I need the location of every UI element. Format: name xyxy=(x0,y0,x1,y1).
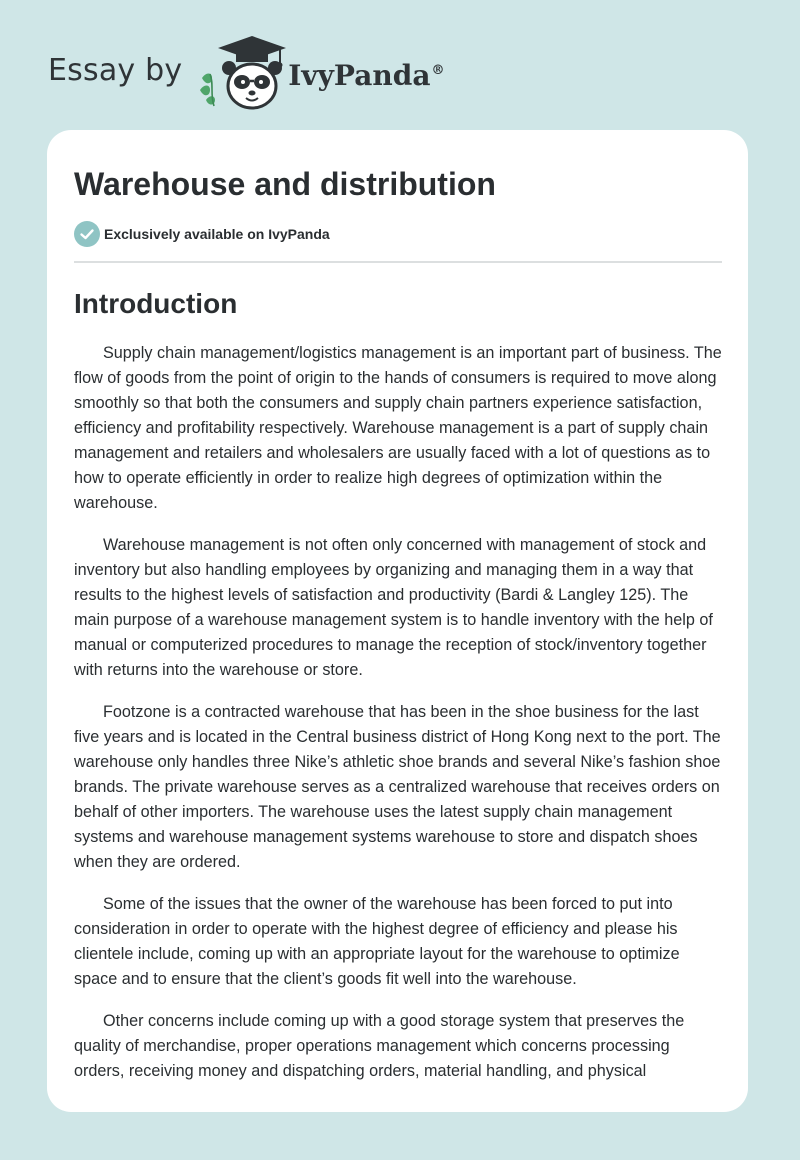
brand-name[interactable] xyxy=(288,59,444,92)
section-heading: Introduction xyxy=(74,288,238,319)
divider xyxy=(74,261,722,263)
page-title: Warehouse and distribution xyxy=(74,166,496,202)
brand-header xyxy=(48,34,444,114)
paragraph: Footzone is a contracted warehouse that has been in the shoe business for the last five years and is located in the Central business district of Hong Kong next to the port. The warehouse only handles three Nike’s athletic shoe brands and several Nike’s fashion shoe brands. The private warehouse serves as a centralized warehouse that receives orders on behalf of other importers. The warehouse uses the latest supply chain management systems and warehouse management systems warehouse to store and dispatch shoes when they are ordered. xyxy=(74,703,721,871)
panda-graduate-icon[interactable] xyxy=(196,34,288,114)
check-circle-icon xyxy=(74,221,100,247)
paragraph: Supply chain management/logistics management is an important part of business. The flow of goods from the point of origin to the hands of consumers is required to move along smoothly so that both the consumers and supply chain partners experience satisfaction, efficiency and profitability respectively. Warehouse management is a part of supply chain management and retailers and wholesalers are usually faced with a lot of questions as to how to operate efficiently in order to realize high degrees of optimization within the warehouse. xyxy=(74,344,722,512)
paragraph: Some of the issues that the owner of the warehouse has been forced to put into consideration in order to operate with the highest degree of efficiency and please his clientele include, coming up with an appropriate layout for the warehouse to optimize space and to ensure that the client’s goods fit well into the warehouse. xyxy=(74,895,680,988)
brand-prefix: Essay by xyxy=(48,52,183,88)
paragraph: Other concerns include coming up with a good storage system that preserves the quality of merchandise, proper operations management which concerns processing orders, receiving money and dispatching orders, material handling, and physical xyxy=(74,1012,685,1080)
essay-card xyxy=(47,130,748,1112)
badge-text: Exclusively available on IvyPanda xyxy=(104,226,330,242)
exclusive-badge xyxy=(74,221,722,247)
brand-name-text[interactable]: IvyPanda xyxy=(288,58,431,92)
paragraph: Warehouse management is not often only concerned with management of stock and inventory but also handling employees by organizing and managing them in a way that results to the highest levels of satisfaction and productivity (Bardi & Langley 125). The main purpose of a warehouse management system is to handle inventory with the help of manual or computerized procedures to manage the reception of stock/inventory together with returns into the warehouse or store. xyxy=(74,536,713,679)
registered-mark: ® xyxy=(431,63,445,79)
